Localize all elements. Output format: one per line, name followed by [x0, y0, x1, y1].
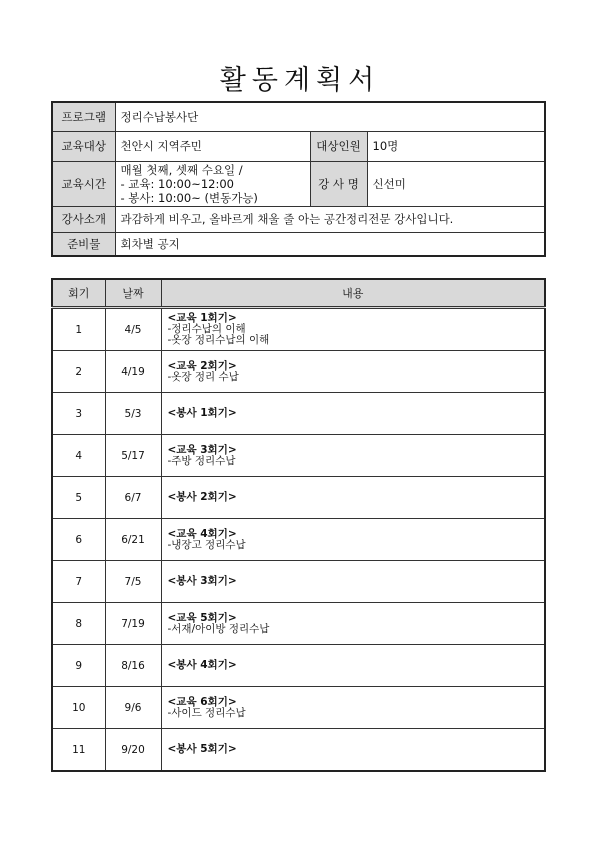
session-content [161, 435, 545, 477]
session-content [161, 393, 545, 435]
session-content [161, 687, 545, 729]
session-number: 10 [52, 687, 105, 729]
session-content [161, 351, 545, 393]
session-title: <교육 4회기> [167, 527, 237, 540]
session-title: <봉사 5회기> [167, 743, 237, 755]
session-detail: -옷장 정리 수납 [167, 370, 239, 383]
session-date: 6/7 [105, 477, 161, 519]
header-date: 날짜 [105, 279, 161, 308]
session-title: <교육 2회기> [167, 359, 237, 372]
table-row [52, 308, 545, 351]
prep-label: 준비물 [52, 232, 115, 256]
table-row [52, 351, 545, 393]
program-value: 정리수납봉사단 [115, 102, 545, 131]
table-row [52, 393, 545, 435]
header-content: 내용 [161, 279, 545, 308]
session-title: <교육 6회기> [167, 695, 237, 708]
session-number: 2 [52, 351, 105, 393]
session-date: 5/17 [105, 435, 161, 477]
headcount-label: 대상인원 [310, 131, 367, 161]
target-value: 천안시 지역주민 [115, 131, 310, 161]
table-row [52, 603, 545, 645]
session-number: 9 [52, 645, 105, 687]
session-date: 7/19 [105, 603, 161, 645]
time-line: 매월 첫째, 셋째 수요일 / [120, 162, 243, 177]
session-detail: -서재/아이방 정리수납 [167, 622, 270, 635]
session-date: 8/16 [105, 645, 161, 687]
session-content [161, 561, 545, 603]
instructor-value: 신선미 [367, 161, 545, 206]
table-row [52, 645, 545, 687]
time-label: 교육시간 [52, 161, 115, 206]
session-number: 4 [52, 435, 105, 477]
session-detail: -냉장고 정리수납 [167, 538, 246, 551]
target-label: 교육대상 [52, 131, 115, 161]
time-value [115, 161, 310, 206]
headcount-value: 10명 [367, 131, 545, 161]
session-number: 3 [52, 393, 105, 435]
session-detail: -사이드 정리수납 [167, 706, 246, 719]
session-content [161, 477, 545, 519]
intro-label: 강사소개 [52, 206, 115, 232]
session-content [161, 645, 545, 687]
intro-value: 과감하게 비우고, 올바르게 채울 줄 아는 공간정리전문 강사입니다. [115, 206, 545, 232]
session-number: 6 [52, 519, 105, 561]
session-title: <봉사 2회기> [167, 491, 237, 503]
header-session: 회기 [52, 279, 105, 308]
session-number: 8 [52, 603, 105, 645]
session-number: 1 [52, 308, 105, 351]
table-row [52, 477, 545, 519]
table-row [52, 435, 545, 477]
table-row [52, 729, 545, 772]
session-title: <교육 5회기> [167, 611, 237, 624]
session-title: <봉사 1회기> [167, 407, 237, 419]
session-title: <봉사 4회기> [167, 659, 237, 671]
session-date: 9/6 [105, 687, 161, 729]
session-content [161, 729, 545, 772]
session-number: 7 [52, 561, 105, 603]
session-date: 9/20 [105, 729, 161, 772]
session-content [161, 603, 545, 645]
document-title: 활동계획서 [219, 65, 381, 96]
session-date: 4/19 [105, 351, 161, 393]
session-title: <교육 1회기> [167, 312, 237, 324]
session-number: 11 [52, 729, 105, 772]
time-line: - 봉사: 10:00~ (변동가능) [120, 190, 258, 205]
session-date: 6/21 [105, 519, 161, 561]
session-number: 5 [52, 477, 105, 519]
table-row [52, 687, 545, 729]
session-detail: -정리수납의 이해 [167, 323, 246, 335]
schedule-table [51, 278, 546, 772]
prep-value: 회차별 공지 [115, 232, 545, 256]
instructor-label: 강 사 명 [310, 161, 367, 206]
info-table [51, 101, 546, 257]
table-row [52, 561, 545, 603]
table-row [52, 519, 545, 561]
session-detail: -옷장 정리수납의 이해 [167, 334, 270, 346]
session-date: 7/5 [105, 561, 161, 603]
session-title: <봉사 3회기> [167, 575, 237, 587]
session-content [161, 308, 545, 351]
session-title: <교육 3회기> [167, 443, 237, 456]
session-date: 5/3 [105, 393, 161, 435]
session-detail: -주방 정리수납 [167, 454, 236, 467]
session-content [161, 519, 545, 561]
session-date: 4/5 [105, 308, 161, 351]
program-label: 프로그램 [52, 102, 115, 131]
time-line: - 교육: 10:00~12:00 [120, 176, 234, 191]
